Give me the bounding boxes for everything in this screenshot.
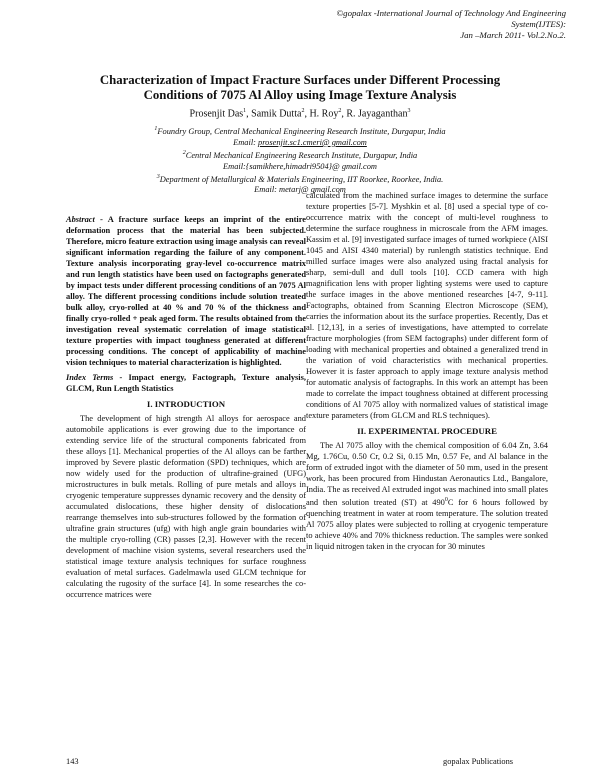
title-line-1: Characterization of Impact Fracture Surfaces under Different Processing: [99, 73, 501, 87]
author-affil-mark: 2: [301, 108, 305, 114]
author-name: H. Roy: [309, 108, 339, 120]
affiliation-2-email: Email:{samikhere,himadri9504}@ gmail.com: [223, 161, 377, 171]
experimental-text: The Al 7075 alloy with the chemical composition of 6.04 Zn, 3.64 Mg, 1.76Cu, 0.50 Cr, 0.2 Si, 0.15 Mn, 0.57 Fe, and Al balance in the form of extruded ingot with the diameter of 50 mm, used in the present work, has been procured from Hindustan Aeronautics Ltd., Bangalore, India. The as received Al extruded ingot was machined into small plates and then solution treated (ST) at $490^0C$ for 6 hours followed by quenching treatment in water at room temperature. The solution treated Al 7075 alloy plates were subjected to rolling at cryogenic temperature to achieve 40% and 70% thickness reduction. The samples were sonked in liquid nitrogen taken in the cryocan for 30 minutes: [306, 441, 548, 551]
affiliation-1: $^1$Foundry Group, Central Mechanical Engineering Research Institute, Durgapur, India: [154, 126, 446, 136]
page-number: 143: [66, 757, 79, 766]
paper-title: [40, 73, 560, 103]
affiliation-3-email: Email: metarj@ gmail.com: [254, 185, 346, 195]
right-column: [306, 190, 548, 552]
journal-issue: Jan –March 2011- Vol.2.No.2.: [460, 30, 566, 40]
author-name: R. Jayaganthan: [346, 108, 408, 120]
affiliations: [40, 124, 560, 195]
section-heading-introduction: I. INTRODUCTION: [146, 399, 226, 409]
author-affil-mark: 1: [243, 108, 247, 114]
email-text: metarj@ gmail.com: [279, 185, 346, 195]
index-terms-text: Impact energy, Factograph, Texture analysis, GLCM, Run Length Statistics: [66, 373, 306, 393]
author-list: Prosenjit Das$^1$, Samik Dutta$^2$, H. Roy$^2$, R. Jayaganthan$^3$: [189, 108, 411, 120]
journal-header: [330, 8, 566, 41]
affiliation-1-email: Email: prosenjit.sc1.cmeri@ gmail.com: [233, 137, 367, 147]
left-column: [66, 214, 306, 734]
affiliation-3: $^3$Department of Metallurgical & Materials Engineering, IIT Roorkee, Roorkee, India.: [156, 173, 444, 184]
introduction-continued: calculated from the machined surface images to determine the surface texture properties [5-7]. Myshkin et al. [8] used a special type of co-occurrence matrix with the concept of multi-level roughness to determine the surface roughness in microscale from the AFM images. Kassim et al. [9] investigated surface images of turned workpiece (AISI 1045 and AISI 4340 material) by runlength statistics technique. End milled surface images were also analyzed using fractal analysis for sharp, semi-dull and dull tools [10]. CCD camera with high magnification lens with proper lighting systems were used to capture the surface images in the above mentioned researches [4-7, 9-11]. Factographs, obtained from Scanning Electron Microscope (SEM), carries the information about its the surface properties. Recently, Das et al. [12,13], in a series of investigations, have attempted to correlate fracture morphologies (from SEM factographs) under different form of loading with mechanical properties and obtained a generalized trend in the variation of void characteristics with mechanical properties. However it is faster approach to apply image texture analysis method for automatic analysis of factographs. In this work an attempt has been made to correlate the impact toughness obtained at different processing conditions of Al 7075 alloy with normalized values of statistical image texture parameters (from GLCM and RLS techniques).: [306, 191, 548, 420]
affiliation-2: $^2$Central Mechanical Engineering Research Institute, Durgapur, India: [182, 149, 418, 160]
author-affil-mark: 2: [338, 108, 342, 114]
index-terms: [66, 372, 306, 394]
title-line-2: Conditions of 7075 Al Alloy using Image Texture Analysis: [143, 88, 457, 102]
introduction-text: The development of high strength Al alloys for aerospace and automobile applications is ever growing due to the importance of extending service life of the structural components fabricated from these alloys [1]. Mechanical properties of the Al alloys can be farther improved by Severe plastic deformation (SPD) techniques, which are now widely used for the production of ultrafine-grained (UFG) microstructures in bulk metals. Rolling of pure metals and alloys in cryogenic temperature suppresses dynamic recovery and the density of accumulated dislocations, these higher density of dislocations rearrange themselves into sub-structures followed by the formation of ultrafine grain structures (ufg) with high angle grain boundaries with the multiple cryo-rolling (CR) passes [2,3]. However with the recent development of machine vision systems, several researchers used the statistical image texture analysis techniques for surface roughness evaluation of metal surfaces. Gadelmawla used GLCM technique for calculating the rugosity of the surface [4]. In some researches the co-occurrence matrices were: [66, 414, 306, 599]
author-name: Prosenjit Das: [189, 108, 244, 120]
publisher-footer: gopalax Publications: [443, 757, 514, 766]
author-affil-mark: 3: [407, 108, 411, 114]
abstract-label: Abstract -: [66, 215, 103, 224]
author-name: Samik Dutta: [251, 108, 302, 120]
journal-name: ©gopalax -International Journal of Technology And Engineering System(IJTES):: [336, 8, 566, 29]
email-text: samikhere,himadri9504}@ gmail.com: [249, 161, 377, 171]
email-link[interactable]: prosenjit.sc1.cmeri@ gmail.com: [258, 137, 367, 147]
index-terms-label: Index Terms -: [66, 373, 123, 382]
abstract: [66, 214, 306, 368]
section-heading-experimental: II. EXPERIMENTAL PROCEDURE: [357, 426, 497, 436]
abstract-text: A fracture surface keeps an imprint of the entire deformation process that the material has been subjected. Therefore, micro feature extraction using image analysis can reveal significant information regarding the failure of any component. Texture analysis incorporating gray-level co-occurrence matrix and run length statistics have been used on factographs generated by impact tests under different processing conditions of an 7075 Al alloy. The different processing conditions include solution treated bulk alloy, cryo-rolled at 40 % and 70 % of the thickness and finally cryo-rolled + peak aged form. The results obtained from the investigation reveal systematic correlation of image statistical texture properties with impact toughness generated at different processing conditions. The concept of applicability of machine vision techniques to material characterization is highlighted.: [66, 215, 307, 367]
